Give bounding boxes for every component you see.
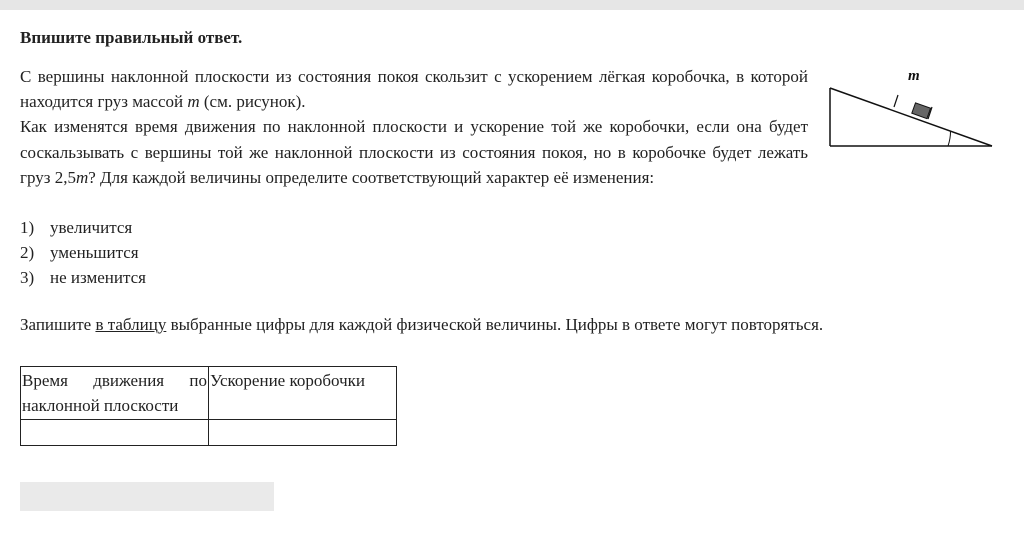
mass-variable: m — [187, 92, 200, 112]
option-text: не изменится — [50, 268, 146, 287]
problem-text-part: С вершины наклонной плоскости из состояния покоя скользит с ускорением лёгкая коробочка, в которой находится груз массой — [20, 67, 808, 112]
note-text: выбранные цифры для каждой физической величины. Цифры в ответе могут повторяться. — [166, 315, 824, 334]
table-instruction — [20, 315, 823, 335]
problem-paragraph-2 — [20, 114, 808, 190]
option-item — [20, 215, 146, 240]
mass-label: m — [908, 68, 920, 84]
problem-text-part: Как изменятся время движения по наклонной плоскости и ускорение той же коробочки, если она будет соскальзывать с вершины той же наклонной плоскости из состояния покоя, но в коробочке будет лежать груз 2,5 — [20, 117, 808, 187]
option-number: 3) — [20, 268, 35, 287]
option-item — [20, 265, 146, 290]
problem-text-part: (см. рисунок). — [199, 92, 306, 112]
instruction-heading: Впишите правильный ответ. — [20, 28, 243, 47]
answer-table — [20, 366, 397, 446]
acceleration-answer-cell[interactable] — [209, 420, 397, 446]
option-item — [20, 240, 146, 265]
incline-plane — [830, 88, 992, 146]
answer-input[interactable] — [20, 482, 274, 511]
time-answer-cell[interactable] — [21, 420, 209, 446]
problem-text-part: ? Для каждой величины определите соответствующий характер её изменения: — [88, 167, 655, 187]
table-link[interactable]: в таблицу — [95, 315, 167, 334]
table-header-row — [21, 367, 397, 420]
options-list — [20, 215, 146, 290]
header-time: Время движения по наклонной плоскости — [21, 367, 209, 420]
dimension-mark-left — [894, 95, 898, 107]
top-bar — [0, 0, 1024, 10]
note-text: Запишите — [20, 315, 96, 334]
option-number: 2) — [20, 243, 35, 262]
problem-paragraph-1 — [20, 64, 808, 114]
option-number: 1) — [20, 218, 35, 237]
problem-text — [20, 64, 808, 190]
option-text: увеличится — [50, 218, 133, 237]
table-input-row — [21, 420, 397, 446]
option-text: уменьшится — [50, 243, 139, 262]
incline-figure — [826, 66, 996, 156]
header-acceleration: Ускорение коробочки — [209, 367, 397, 420]
mass-variable: m — [75, 167, 89, 187]
angle-arc — [948, 131, 951, 146]
box-icon — [912, 103, 931, 119]
